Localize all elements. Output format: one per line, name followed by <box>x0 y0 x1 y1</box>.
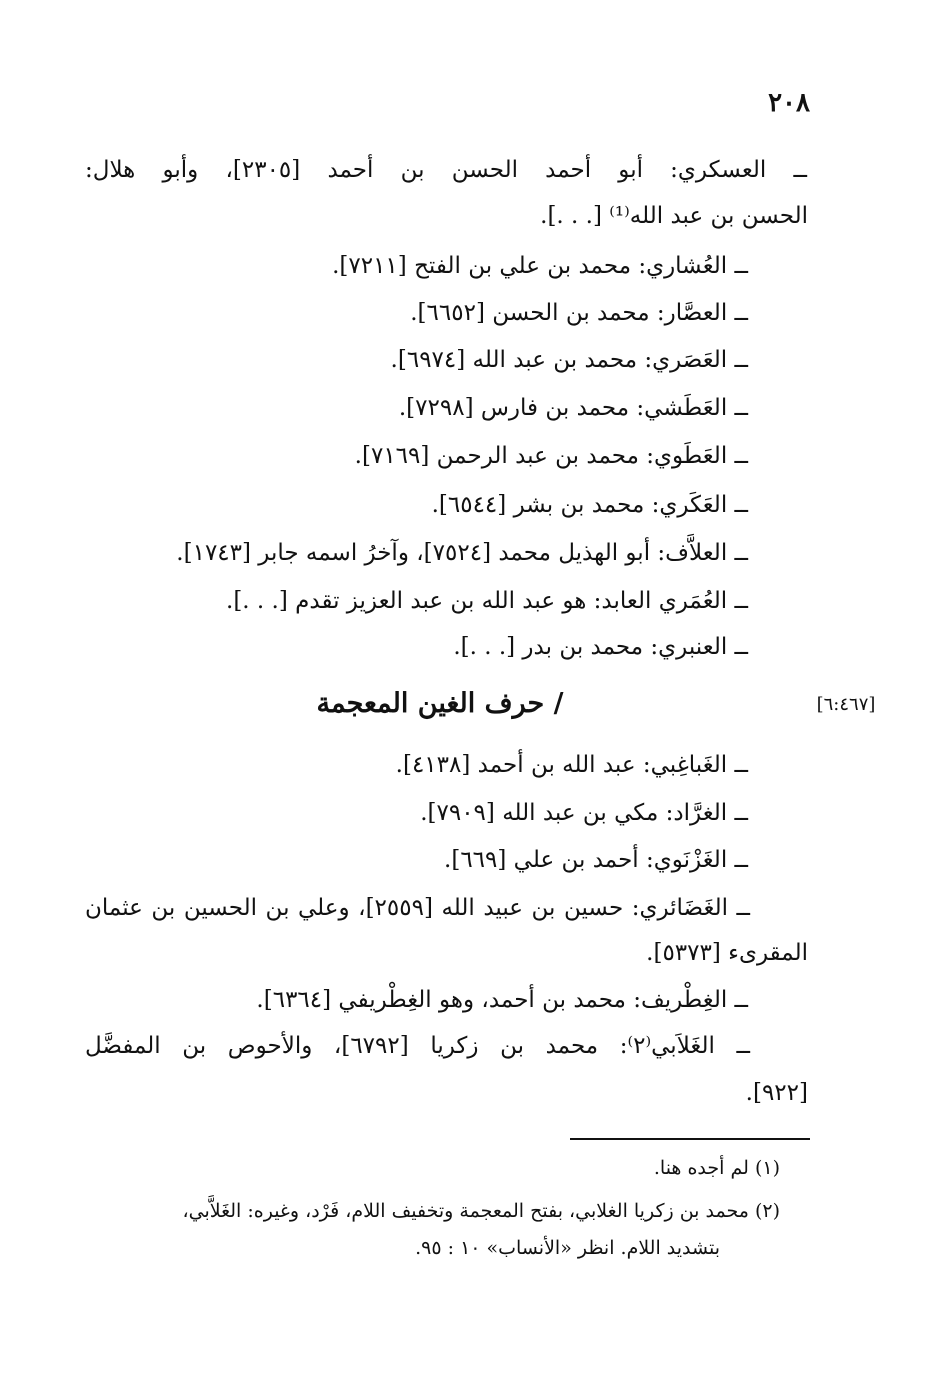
entry-akari: ــ العَكَري: محمد بن بشر [٦٥٤٤]. <box>431 492 748 518</box>
entry-gharrad: ــ الغرَّاد: مكي بن عبد الله [٧٩٠٩]. <box>420 800 748 826</box>
section-title: / حرف الغين المعجمة <box>316 688 564 719</box>
entry-atashi: ــ العَطَشي: محمد بن فارس [٧٢٩٨]. <box>398 395 748 421</box>
footnote-2-line-2: بتشديد اللام. انظر «الأنساب» ١٠ : ٩٥. <box>415 1237 720 1259</box>
entry-ghallabi-line-2: [٩٢٢]. <box>745 1080 808 1106</box>
entry-atawi: ــ العَطَوي: محمد بن عبد الرحمن [٧١٦٩]. <box>354 443 748 469</box>
entry-askari-line-1: ــ العسكري: أبو أحمد الحسن بن أحمد [٢٣٠٥]، وأبو هلال: <box>85 157 807 183</box>
entry-allaf: ــ العلاَّف: أبو الهذيل محمد [٧٥٢٤]، وآخرُ اسمه جابر [١٧٤٣]. <box>176 540 748 566</box>
entry-asari: ــ العَصَري: محمد بن عبد الله [٦٩٧٤]. <box>390 347 748 373</box>
entry-ghallabi-line-1: ــ الغَلاَبي⁽٢⁾: محمد بن زكريا [٦٧٩٢]، والأحوص بن المفضَّل <box>85 1033 750 1059</box>
entry-umari: ــ العُمَري العابد: هو عبد الله بن عبد العزيز تقدم [. . .]. <box>226 588 748 614</box>
entry-ghadairi-line-2: المقرىء [٥٣٧٣]. <box>646 940 808 966</box>
footnote-1: (١) لم أجده هنا. <box>653 1157 780 1179</box>
page-number: ٢٠٨ <box>768 88 810 118</box>
entry-ghitrif: ــ الغِطْريف: محمد بن أحمد، وهو الغِطْريفي [٦٣٦٤]. <box>256 987 748 1013</box>
entry-ghaznawi: ــ الغَزْنَوي: أحمد بن علي [٦٦٩]. <box>444 847 748 873</box>
footnote-2-line-1: (٢) محمد بن زكريا الغلابي، بفتح المعجمة وتخفيف اللام، فَرْد، وغيره: الغَلاَّبي، <box>182 1200 780 1222</box>
entry-ghadairi-line-1: ــ الغَضَائري: حسين بن عبيد الله [٢٥٥٩]، وعلي بن الحسين بن عثمان <box>85 895 750 921</box>
margin-reference: [٦:٤٦٧] <box>816 694 876 715</box>
entry-assar: ــ العصَّار: محمد بن الحسن [٦٦٥٢]. <box>410 300 748 326</box>
entry-askari-line-2: الحسن بن عبد الله⁽¹⁾ [. . .]. <box>540 203 808 229</box>
entry-ushari: ــ العُشاري: محمد بن علي بن الفتح [٧٢١١]. <box>332 253 748 279</box>
footnote-divider <box>570 1138 810 1140</box>
entry-ghabaghibi: ــ الغَباغِبي: عبد الله بن أحمد [٤١٣٨]. <box>395 752 748 778</box>
entry-anbari: ــ العنبري: محمد بن بدر [. . .]. <box>453 634 748 660</box>
